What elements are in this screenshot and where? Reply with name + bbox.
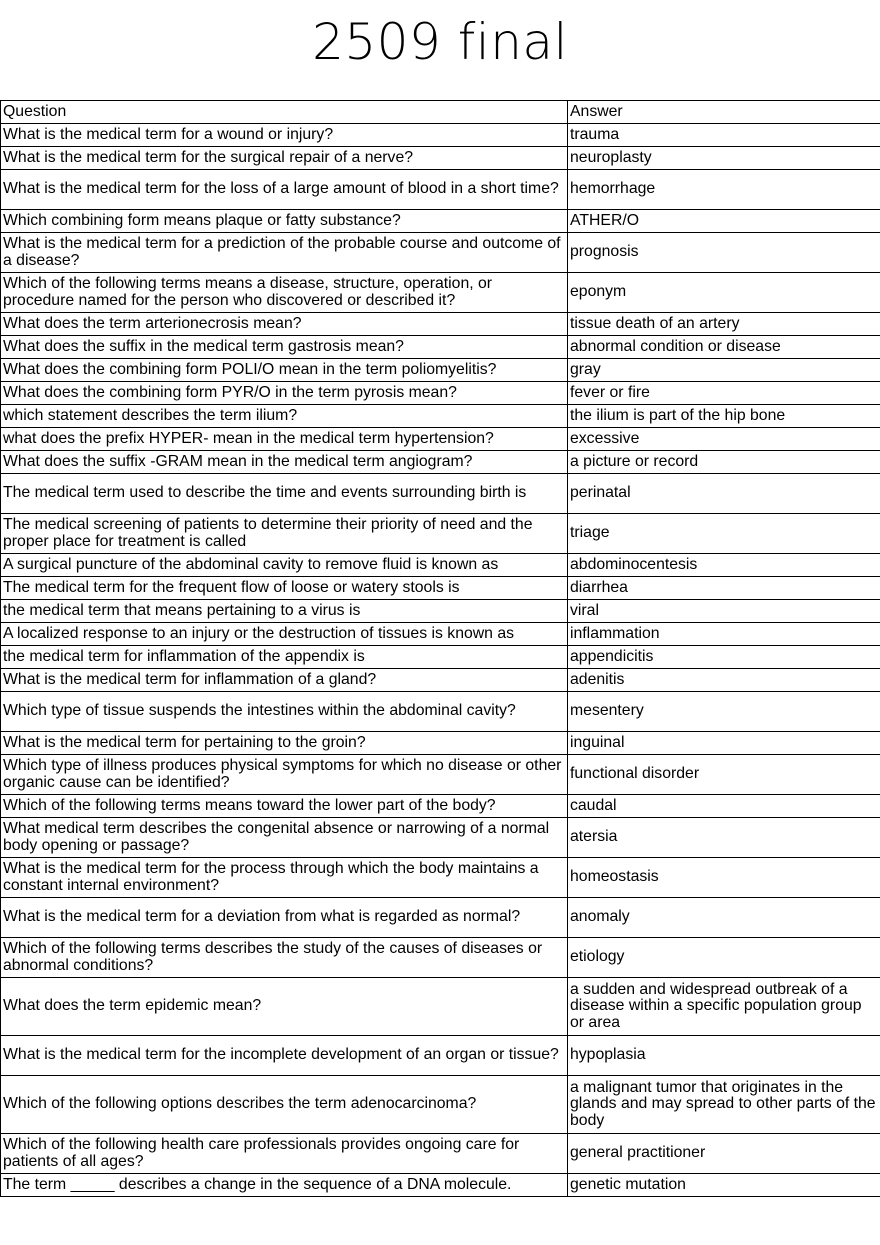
page-title: 2509 final [312,13,568,71]
answer-cell: inflammation [568,623,880,646]
answer-cell: caudal [568,795,880,818]
table-row [1,382,880,405]
answer-cell: excessive [568,428,880,451]
question-cell: Which of the following terms means a disease, structure, operation, or procedure named for the person who discovered or described it? [1,273,568,313]
table-row [1,405,880,428]
answer-cell: anomaly [568,898,880,938]
question-cell: the medical term for inflammation of the appendix is [1,646,568,669]
table-row [1,795,880,818]
question-cell: What is the medical term for the loss of a large amount of blood in a short time? [1,170,568,210]
answer-cell: homeostasis [568,858,880,898]
table-row [1,210,880,233]
table-row [1,1036,880,1076]
question-cell: The medical screening of patients to determine their priority of need and the proper place for treatment is called [1,514,568,554]
answer-cell: abnormal condition or disease [568,336,880,359]
table-row [1,600,880,623]
question-cell: The medical term for the frequent flow of loose or watery stools is [1,577,568,600]
question-cell: What is the medical term for the incomplete development of an organ or tissue? [1,1036,568,1076]
answer-cell: tissue death of an artery [568,313,880,336]
table-row [1,1134,880,1174]
table-row [1,514,880,554]
question-cell: What does the suffix -GRAM mean in the medical term angiogram? [1,451,568,474]
table-row [1,147,880,170]
table-row [1,755,880,795]
table-row [1,313,880,336]
table-row [1,577,880,600]
answer-cell: hemorrhage [568,170,880,210]
table-row [1,669,880,692]
question-cell: A surgical puncture of the abdominal cavity to remove fluid is known as [1,554,568,577]
table-row [1,451,880,474]
qa-table [0,100,880,1197]
answer-cell: adenitis [568,669,880,692]
answer-cell: abdominocentesis [568,554,880,577]
question-cell: Which of the following terms describes the study of the causes of diseases or abnormal conditions? [1,938,568,978]
answer-cell: diarrhea [568,577,880,600]
table-row [1,858,880,898]
table-row [1,732,880,755]
answer-cell: a sudden and widespread outbreak of a disease within a specific population group or area [568,978,880,1036]
table-row [1,474,880,514]
table-row [1,273,880,313]
question-column-header: Question [1,101,568,124]
question-cell: what does the prefix HYPER- mean in the medical term hypertension? [1,428,568,451]
question-cell: What is the medical term for a deviation from what is regarded as normal? [1,898,568,938]
answer-cell: etiology [568,938,880,978]
question-cell: What is the medical term for a wound or injury? [1,124,568,147]
answer-column-header: Answer [568,101,880,124]
answer-cell: inguinal [568,732,880,755]
table-row [1,233,880,273]
answer-cell: appendicitis [568,646,880,669]
answer-cell: gray [568,359,880,382]
answer-cell: atersia [568,818,880,858]
table-row [1,1076,880,1134]
question-cell: Which type of tissue suspends the intestines within the abdominal cavity? [1,692,568,732]
question-cell: What is the medical term for a prediction of the probable course and outcome of a disease? [1,233,568,273]
question-cell: What is the medical term for pertaining to the groin? [1,732,568,755]
answer-cell: trauma [568,124,880,147]
table-row [1,978,880,1036]
question-cell: Which type of illness produces physical symptoms for which no disease or other organic cause can be identified? [1,755,568,795]
answer-cell: ATHER/O [568,210,880,233]
answer-cell: functional disorder [568,755,880,795]
table-row [1,1174,880,1197]
question-cell: What medical term describes the congenital absence or narrowing of a normal body opening or passage? [1,818,568,858]
table-row [1,646,880,669]
answer-cell: general practitioner [568,1134,880,1174]
answer-cell: neuroplasty [568,147,880,170]
question-cell: What does the term arterionecrosis mean? [1,313,568,336]
question-cell: Which combining form means plaque or fatty substance? [1,210,568,233]
table-row [1,938,880,978]
table-row [1,124,880,147]
table-row [1,359,880,382]
table-header-row [1,101,880,124]
question-cell: What does the combining form PYR/O in the term pyrosis mean? [1,382,568,405]
table-row [1,336,880,359]
question-cell: What is the medical term for the surgical repair of a nerve? [1,147,568,170]
answer-cell: perinatal [568,474,880,514]
question-cell: What does the term epidemic mean? [1,978,568,1036]
question-cell: The medical term used to describe the time and events surrounding birth is [1,474,568,514]
table-row [1,818,880,858]
answer-cell: a malignant tumor that originates in the glands and may spread to other parts of the body [568,1076,880,1134]
answer-cell: the ilium is part of the hip bone [568,405,880,428]
table-row [1,170,880,210]
answer-cell: viral [568,600,880,623]
table-row [1,692,880,732]
question-cell: What does the suffix in the medical term gastrosis mean? [1,336,568,359]
question-cell: What does the combining form POLI/O mean in the term poliomyelitis? [1,359,568,382]
table-row [1,428,880,451]
question-cell: Which of the following health care professionals provides ongoing care for patients of all ages? [1,1134,568,1174]
answer-cell: eponym [568,273,880,313]
answer-cell: triage [568,514,880,554]
question-cell: which statement describes the term ilium? [1,405,568,428]
table-row [1,554,880,577]
question-cell: the medical term that means pertaining to a virus is [1,600,568,623]
answer-cell: a picture or record [568,451,880,474]
question-cell: A localized response to an injury or the destruction of tissues is known as [1,623,568,646]
question-cell: The term _____ describes a change in the sequence of a DNA molecule. [1,1174,568,1197]
answer-cell: hypoplasia [568,1036,880,1076]
answer-cell: prognosis [568,233,880,273]
question-cell: Which of the following options describes the term adenocarcinoma? [1,1076,568,1134]
answer-cell: genetic mutation [568,1174,880,1197]
question-cell: Which of the following terms means toward the lower part of the body? [1,795,568,818]
answer-cell: fever or fire [568,382,880,405]
table-row [1,623,880,646]
question-cell: What is the medical term for inflammation of a gland? [1,669,568,692]
question-cell: What is the medical term for the process through which the body maintains a constant internal environment? [1,858,568,898]
table-row [1,898,880,938]
answer-cell: mesentery [568,692,880,732]
